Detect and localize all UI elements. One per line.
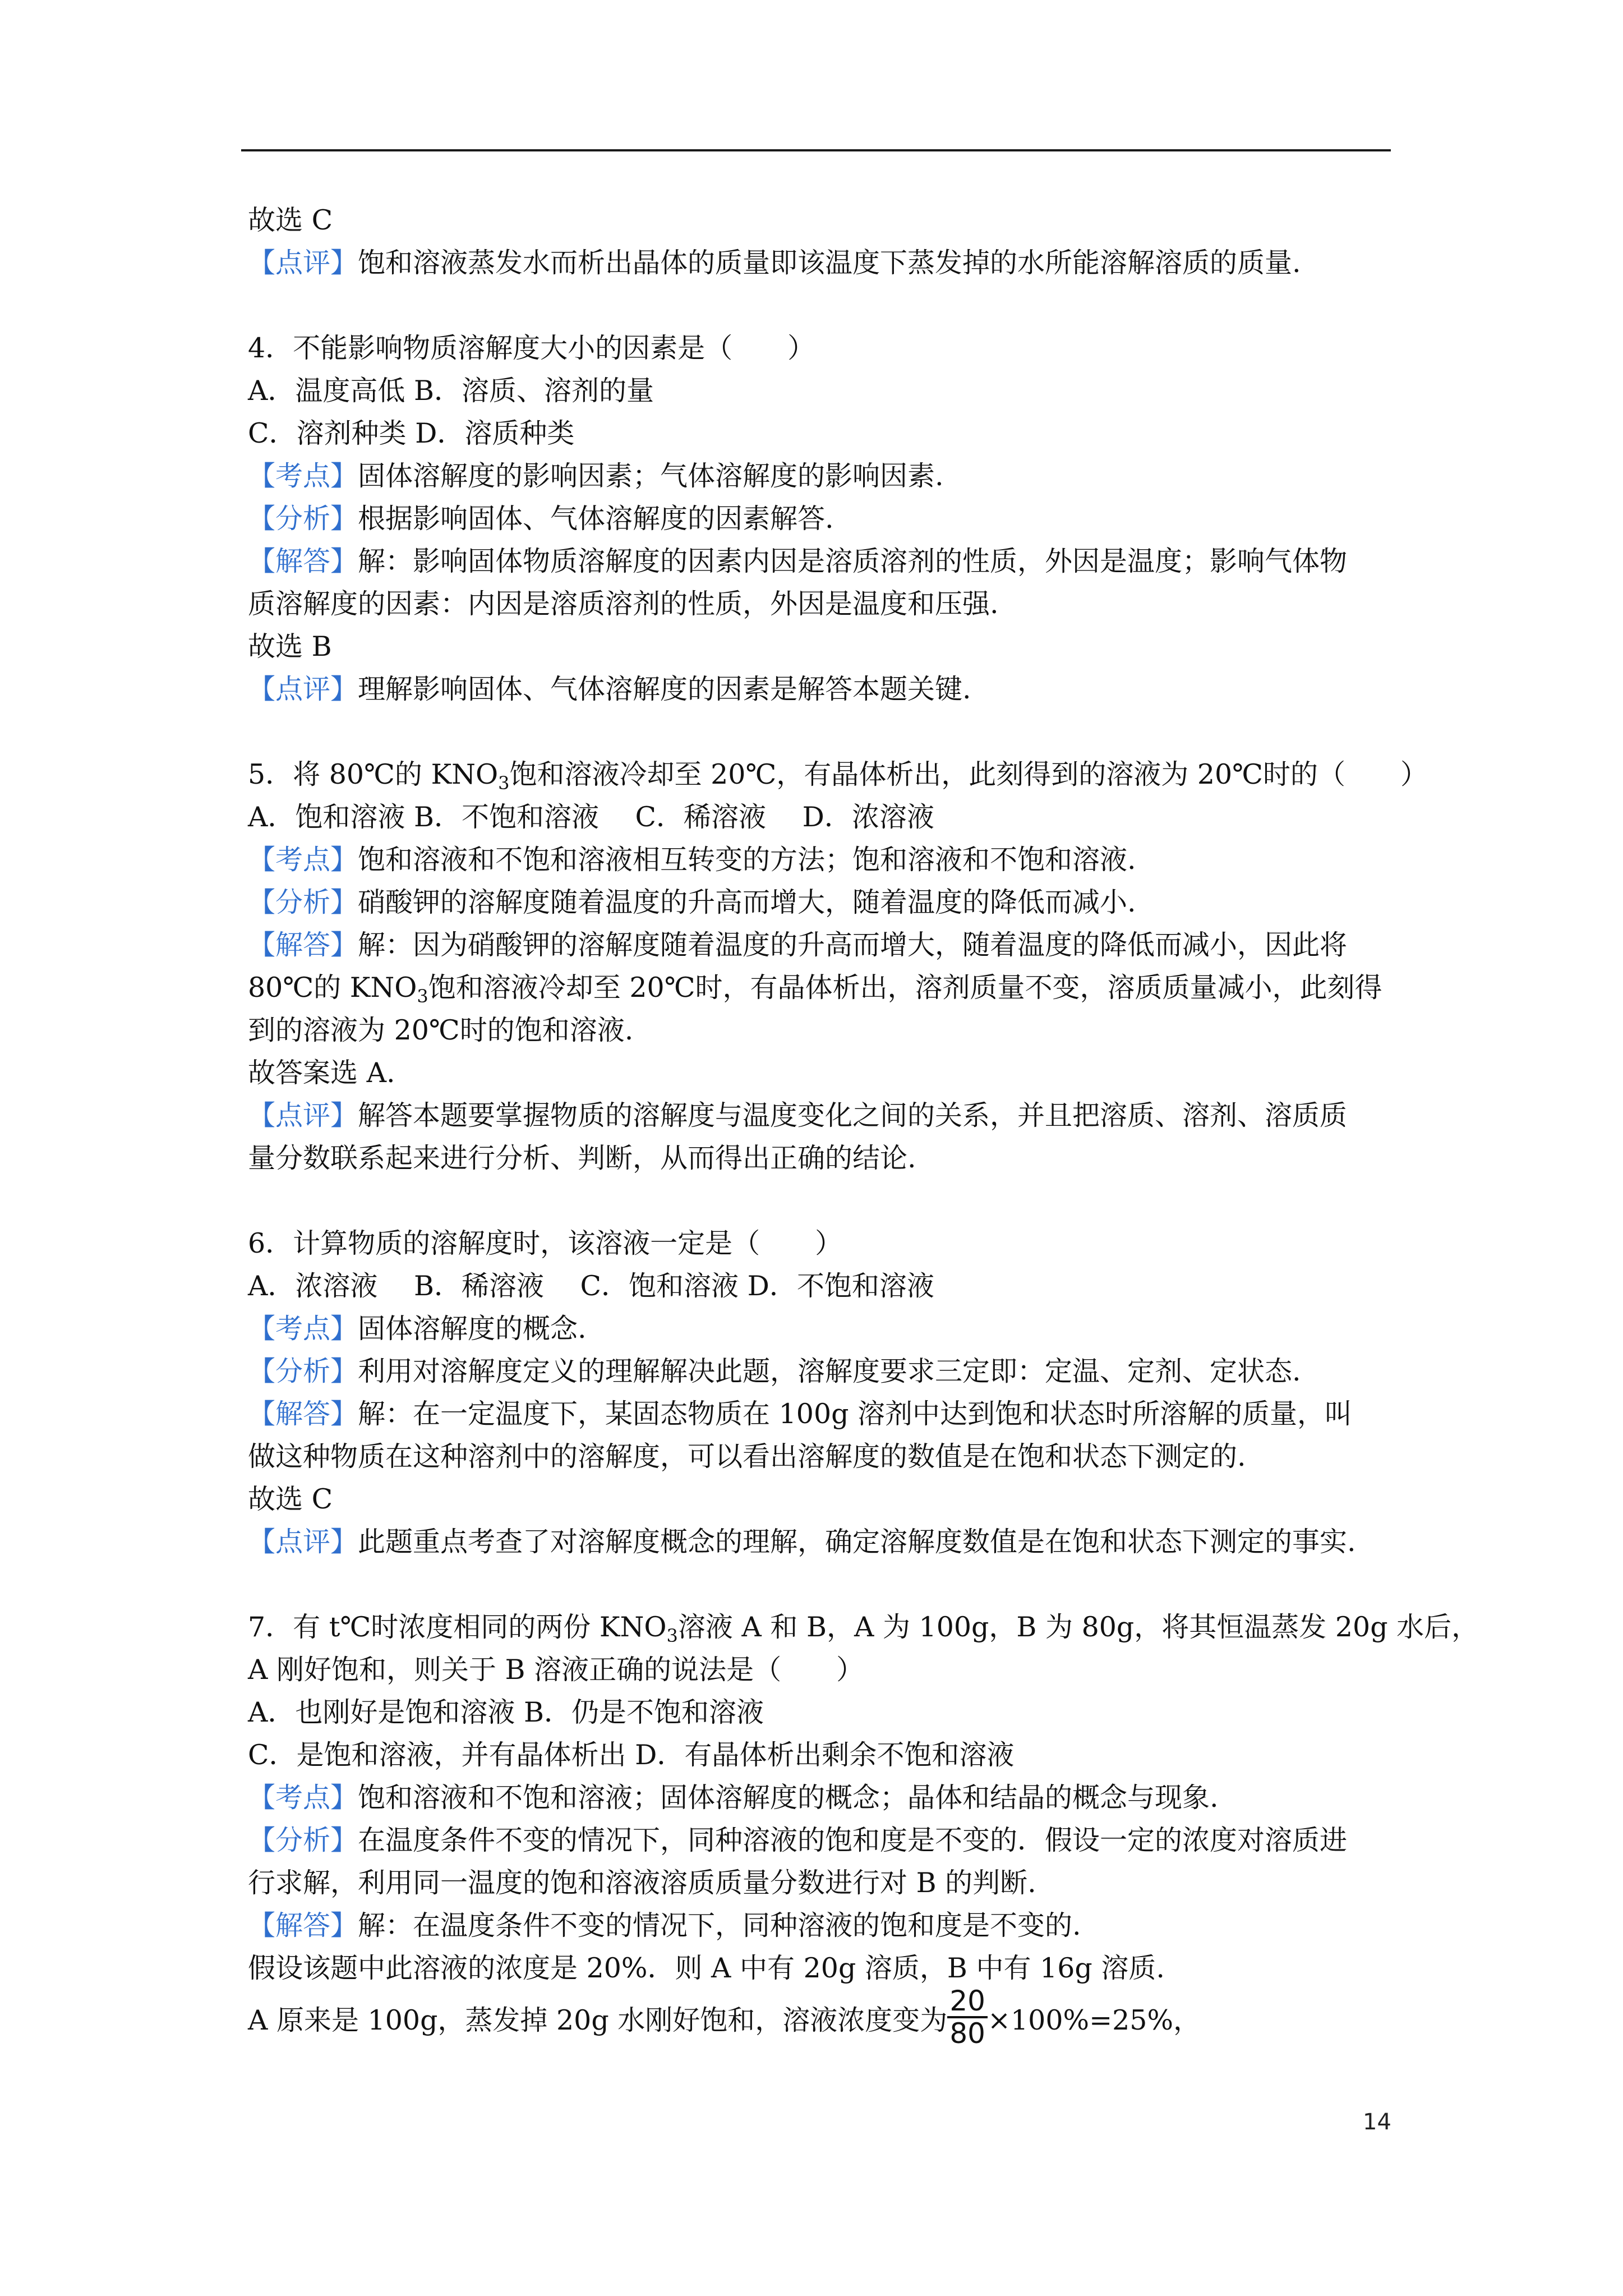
subscript: 3 [498,772,510,794]
text-line [248,1777,1395,1819]
line-text: 故选 C [248,204,333,236]
text-line [248,242,1395,284]
text-line [248,1265,1395,1308]
section-tag: 【解答】 [248,545,358,577]
section-tag: 【分析】 [248,503,358,535]
line-text: 解答本题要掌握物质的溶解度与温度变化之间的关系，并且把溶质、溶剂、溶质质 [358,1099,1348,1131]
line-text: 解：在温度条件不变的情况下，同种溶液的饱和度是不变的. [358,1910,1081,1941]
fraction-numerator: 20 [947,1986,988,2018]
line-text: 固体溶解度的概念. [358,1313,587,1345]
line-text: 饱和溶液和不饱和溶液；固体溶解度的概念；晶体和结晶的概念与现象. [358,1782,1219,1814]
text-line [248,1947,1395,1990]
line-tail: ×100%=25%， [987,2004,1201,2036]
text-line [248,1350,1395,1393]
line-text: 在温度条件不变的情况下，同种溶液的饱和度是不变的．假设一定的浓度对溶质进 [358,1824,1348,1856]
line-text: C．溶剂种类 D．溶质种类 [248,417,575,449]
line-prefix: 7．有 t℃时浓度相同的两份 KNO [248,1611,667,1643]
line-text: 6．计算物质的溶解度时，该溶液一定是（ ） [248,1227,843,1259]
line-text: 此题重点考查了对溶解度概念的理解，确定溶解度数值是在饱和状态下测定的事实. [358,1526,1356,1558]
text-line [248,1649,1395,1691]
text-line [248,1222,1395,1265]
section-tag: 【点评】 [248,247,358,279]
text-line [248,1904,1395,1947]
line-text: 做这种物质在这种溶剂中的溶解度，可以看出溶解度的数值是在饱和状态下测定的. [248,1441,1246,1473]
text-line [248,498,1395,540]
line-text: 解：因为硝酸钾的溶解度随着温度的升高而增大，随着温度的降低而减小，因此将 [358,929,1348,961]
line-text: 饱和溶液冷却至 20℃，有晶体析出，此刻得到的溶液为 20℃时的（ ） [509,758,1428,790]
section-tag: 【点评】 [248,673,358,705]
text-line [248,796,1395,839]
line-text: A 刚好饱和，则关于 B 溶液正确的说法是（ ） [248,1654,864,1686]
text-line [248,370,1395,412]
text-line [248,540,1395,583]
fraction [947,1986,988,2049]
line-text: 质溶解度的因素：内因是溶质溶剂的性质，外因是温度和压强. [248,588,999,620]
line-text: 理解影响固体、气体溶解度的因素是解答本题关键. [358,673,971,705]
section-tag: 【考点】 [248,460,358,492]
text-line [248,455,1395,498]
blank-line [248,711,1395,753]
text-line [248,1393,1395,1435]
line-text: 假设该题中此溶液的浓度是 20%．则 A 中有 20g 溶质，B 中有 16g 溶质. [248,1952,1165,1984]
line-text: 4．不能影响物质溶解度大小的因素是（ ） [248,332,815,364]
section-tag: 【点评】 [248,1526,358,1558]
line-text: 饱和溶液冷却至 20℃时，有晶体析出，溶剂质量不变，溶质质量减小，此刻得 [428,972,1382,1004]
document-body [248,199,1479,2051]
line-text: 行求解，利用同一温度的饱和溶液溶质质量分数进行对 B 的判断. [248,1867,1036,1899]
text-line [248,1435,1395,1478]
line-text: 饱和溶液蒸发水而析出晶体的质量即该温度下蒸发掉的水所能溶解溶质的质量. [358,247,1301,279]
text-line [248,668,1395,711]
line-text: 故选 B [248,631,332,662]
subscript: 3 [417,986,428,1007]
text-line [248,1606,1479,1649]
line-text: 量分数联系起来进行分析、判断，从而得出正确的结论. [248,1142,916,1174]
section-tag: 【解答】 [248,929,358,961]
text-line [248,1009,1395,1052]
text-line [248,1137,1395,1180]
text-line [248,583,1395,625]
line-text: 饱和溶液和不饱和溶液相互转变的方法；饱和溶液和不饱和溶液. [358,844,1136,876]
text-line [248,1308,1395,1350]
section-tag: 【分析】 [248,1355,358,1387]
line-text: C．是饱和溶液，并有晶体析出 D．有晶体析出剩余不饱和溶液 [248,1739,1015,1771]
line-text: 到的溶液为 20℃时的饱和溶液. [248,1014,634,1046]
line-text: 根据影响固体、气体溶解度的因素解答. [358,503,834,535]
text-line [248,1819,1395,1862]
line-text: A．浓溶液 B．稀溶液 C．饱和溶液 D．不饱和溶液 [248,1270,934,1302]
section-tag: 【分析】 [248,886,358,918]
text-line [248,625,1395,668]
header-rule [241,149,1391,151]
text-line [248,412,1395,455]
line-text: 硝酸钾的溶解度随着温度的升高而增大，随着温度的降低而减小. [358,886,1136,918]
text-line [248,753,1428,796]
blank-line [248,1563,1395,1606]
text-line [248,1521,1395,1563]
text-line [248,1052,1395,1094]
blank-line [248,1180,1395,1222]
text-line [248,1862,1395,1904]
line-text: 溶液 A 和 B，A 为 100g，B 为 80g，将其恒温蒸发 20g 水后， [677,1611,1479,1643]
line-text: 故选 C [248,1483,333,1515]
text-line [248,1691,1395,1734]
page-number: 14 [1363,2109,1391,2135]
text-line [248,839,1395,881]
text-line [248,881,1395,924]
text-line [248,1734,1395,1777]
text-line [248,924,1395,967]
line-prefix: 80℃的 KNO [248,972,417,1004]
line-text: A．温度高低 B．溶质、溶剂的量 [248,375,654,407]
fraction-denominator: 80 [949,2017,985,2050]
line-text: 固体溶解度的影响因素；气体溶解度的影响因素. [358,460,944,492]
section-tag: 【解答】 [248,1910,358,1941]
line-text: A 原来是 100g，蒸发掉 20g 水刚好饱和，溶液浓度变为 [248,2004,948,2036]
section-tag: 【点评】 [248,1099,358,1131]
text-line [248,327,1395,370]
section-tag: 【考点】 [248,1313,358,1345]
section-tag: 【考点】 [248,1782,358,1814]
section-tag: 【解答】 [248,1398,358,1430]
text-line [248,967,1395,1009]
subscript: 3 [666,1625,678,1646]
section-tag: 【考点】 [248,844,358,876]
line-prefix: 5．将 80℃的 KNO [248,758,499,790]
line-text: 解：影响固体物质溶解度的因素内因是溶质溶剂的性质，外因是温度；影响气体物 [358,545,1348,577]
line-text: 故答案选 A. [248,1057,395,1089]
line-text: A．也刚好是饱和溶液 B．仍是不饱和溶液 [248,1696,764,1728]
text-line [248,1478,1395,1521]
text-line [248,1094,1395,1137]
line-text: 利用对溶解度定义的理解解决此题，溶解度要求三定即：定温、定剂、定状态. [358,1355,1301,1387]
fraction-line [248,1984,1395,2051]
line-text: 解：在一定温度下，某固态物质在 100g 溶剂中达到饱和状态时所溶解的质量，叫 [358,1398,1353,1430]
text-line [248,199,1395,242]
section-tag: 【分析】 [248,1824,358,1856]
blank-line [248,284,1395,327]
line-text: A．饱和溶液 B．不饱和溶液 C．稀溶液 D．浓溶液 [248,801,934,833]
